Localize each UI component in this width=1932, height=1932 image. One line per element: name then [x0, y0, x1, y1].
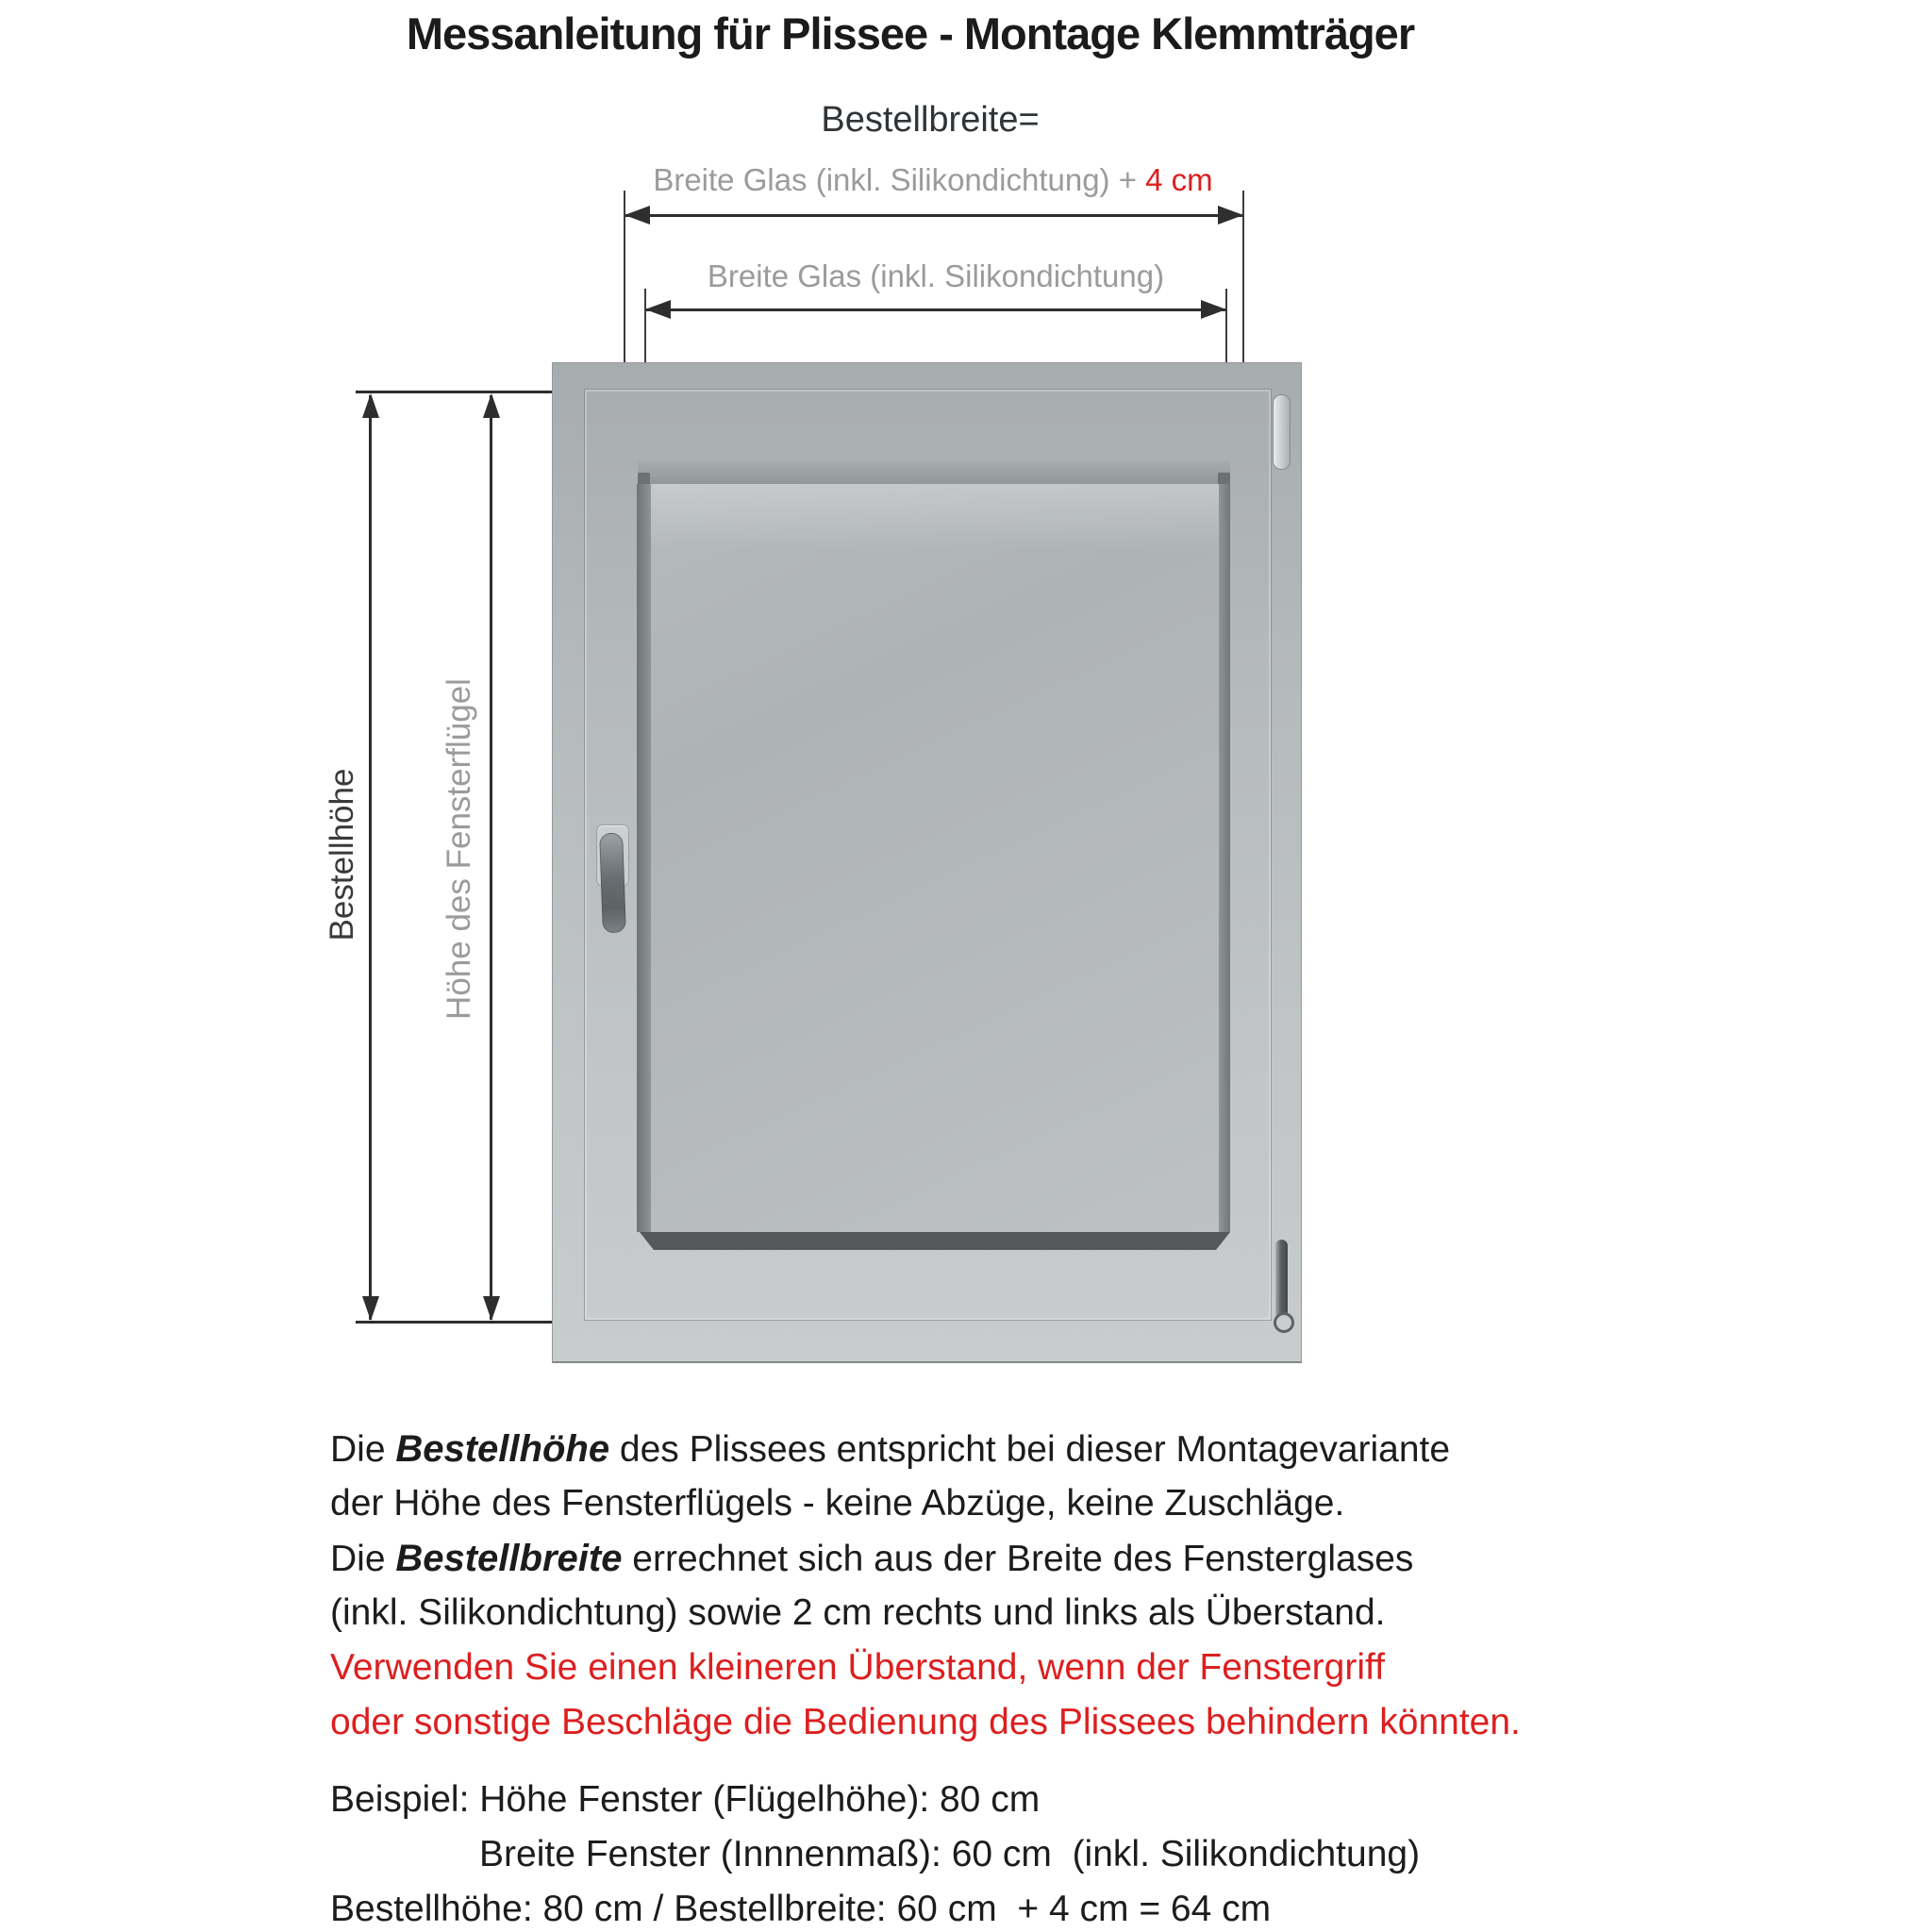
description-line-1 [330, 1428, 1450, 1471]
order-height-dimension-line [369, 395, 372, 1320]
glass-width-label: Breite Glas (inkl. Silikondichtung) [707, 258, 1165, 293]
arrow-head-up-icon [362, 393, 379, 418]
description-line-1-pre: Die [330, 1429, 396, 1470]
description-line-2: der Höhe des Fensterflügels - keine Abzüge, keine Zuschläge. [330, 1483, 1345, 1524]
order-width-label: Bestellbreite= [821, 100, 1040, 140]
example-line-2: Breite Fenster (Innnenmaß): 60 cm (inkl. Silikondichtung) [479, 1834, 1421, 1874]
page-title: Messanleitung für Plissee - Montage Klemmträger [406, 8, 1415, 58]
glass-width-plus-red: 4 cm [1145, 162, 1213, 197]
description-line-4: (inkl. Silikondichtung) sowie 2 cm rechts und links als Überstand. [330, 1592, 1386, 1633]
description-line-1-post: des Plissees entspricht bei dieser Montagevariante [609, 1429, 1451, 1470]
window-glass [651, 484, 1219, 1232]
window-frame [552, 362, 1302, 1363]
arrow-head-right-icon [1218, 206, 1243, 225]
hinge-bottom-ring [1274, 1312, 1294, 1333]
example-line-3: Bestellhöhe: 80 cm / Bestellbreite: 60 cm + 4 cm = 64 cm [330, 1889, 1272, 1929]
inner-width-dimension-line [645, 308, 1226, 311]
sash-height-label: Höhe des Fensterflügel [441, 678, 477, 1020]
glass-highlight [651, 484, 1219, 550]
description-line-3-post: errechnet sich aus der Breite des Fensterglases [622, 1539, 1414, 1579]
description-line-1-bold: Bestellhöhe [395, 1428, 610, 1470]
description-line-3-pre: Die [330, 1539, 396, 1579]
arrow-head-left-icon [625, 206, 650, 225]
warning-line-1: Verwenden Sie einen kleineren Überstand, wenn der Fenstergriff [330, 1647, 1385, 1688]
outer-width-dimension-line [625, 214, 1243, 217]
arrow-head-right-icon [1201, 300, 1226, 319]
window-handle [599, 833, 626, 934]
plissee-top-rail [638, 461, 1230, 486]
arrow-head-down-icon [483, 1296, 500, 1321]
arrow-head-left-icon [645, 300, 671, 319]
glass-width-plus-gray: Breite Glas (inkl. Silikondichtung) + [653, 162, 1146, 197]
description-line-3-bold: Bestellbreite [395, 1538, 623, 1579]
arrow-head-up-icon [483, 393, 500, 418]
hinge-bottom [1275, 1240, 1288, 1318]
glass-edge-right [1219, 484, 1230, 1232]
glass-edge-left [637, 484, 651, 1232]
arrow-head-down-icon [362, 1296, 379, 1321]
example-line-1: Beispiel: Höhe Fenster (Flügelhöhe): 80 cm [330, 1779, 1041, 1820]
glass-sill-bevel [640, 1232, 1230, 1250]
description-line-3 [330, 1538, 1413, 1580]
order-height-label: Bestellhöhe [324, 768, 360, 941]
glass-width-plus-label [0, 162, 1866, 198]
sash-height-dimension-line [490, 395, 492, 1320]
hinge-top [1273, 394, 1291, 470]
warning-line-2: oder sonstige Beschläge die Bedienung des Plissees behindern könnten. [330, 1702, 1521, 1742]
